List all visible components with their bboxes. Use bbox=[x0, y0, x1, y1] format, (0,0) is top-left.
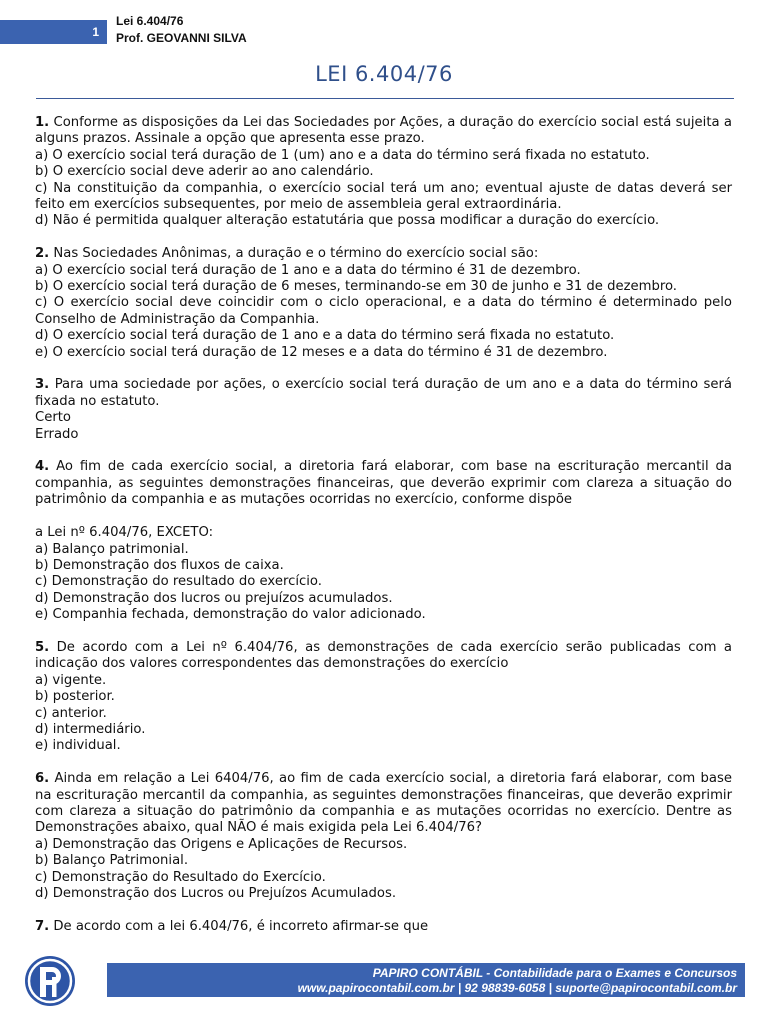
question-stem: Para uma sociedade por ações, o exercício social terá duração de um ano e a data do término será fixada no estatuto. bbox=[35, 377, 732, 409]
option-b: b) Demonstração dos fluxos de caixa. bbox=[35, 557, 284, 573]
option-a: a) O exercício social terá duração de 1 (um) ano e a data do término será fixada no estatuto. bbox=[35, 147, 650, 163]
question-stem: Ao fim de cada exercício social, a diretoria fará elaborar, com base na escrituração mercantil da companhia, as seguintes demonstrações financeiras, que deverão exprimir com clareza a situação do patrimônio da companhia e as mutações ocorridas no exercício, conforme dispõe bbox=[35, 459, 732, 508]
question-stem: Ainda em relação a Lei 6404/76, ao fim de cada exercício social, a diretoria fará elaborar, com base na escrituração mercantil da companhia, as seguintes demonstrações financeiras, que deverão exprimir com clareza a situação do patrimônio da companhia e as mutações ocorridas no exercício. Dentre as Demonstrações abaixo, qual NÃO é mais exigida pela Lei 6.404/76? bbox=[35, 771, 732, 836]
option-a: a) Balanço patrimonial. bbox=[35, 541, 189, 557]
running-header bbox=[116, 13, 247, 47]
question-stem: De acordo com a lei 6.404/76, é incorreto afirmar-se que bbox=[53, 918, 429, 934]
question-4 bbox=[35, 459, 732, 623]
option-d: d) Não é permitida qualquer alteração estatutária que possa modificar a duração do exercício. bbox=[35, 213, 660, 229]
question-7 bbox=[35, 919, 732, 935]
author-name: Prof. GEOVANNI SILVA bbox=[116, 31, 247, 45]
question-3 bbox=[35, 377, 732, 443]
option-d: d) O exercício social terá duração de 1 ano e a data do término será fixada no estatuto. bbox=[35, 328, 615, 344]
question-number: 3. bbox=[35, 377, 50, 393]
option-d: d) Demonstração dos Lucros ou Prejuízos Acumulados. bbox=[35, 886, 397, 901]
option-c: c) Demonstração do resultado do exercício. bbox=[35, 574, 322, 590]
question-stem: Conforme as disposições da Lei das Sociedades por Ações, a duração do exercício social está sujeita a alguns prazos. Assinale a opção que apresenta esse prazo. bbox=[35, 115, 732, 147]
spacer bbox=[35, 509, 732, 525]
question-2 bbox=[35, 246, 732, 361]
option-errado: Errado bbox=[35, 426, 79, 442]
footer-band bbox=[107, 963, 745, 997]
question-stem: De acordo com a Lei nº 6.404/76, as demonstrações de cada exercício serão publicadas com a indicação dos valores correspondentes das demonstrações do exercício bbox=[35, 639, 732, 672]
title-divider bbox=[36, 98, 734, 99]
option-b: b) posterior. bbox=[35, 689, 115, 705]
question-1 bbox=[35, 115, 732, 230]
question-stem-continued: a Lei nº 6.404/76, EXCETO: bbox=[35, 525, 214, 541]
question-number: 2. bbox=[35, 246, 50, 262]
page-title: LEI 6.404/76 bbox=[315, 62, 453, 86]
option-a: a) Demonstração das Origens e Aplicações de Recursos. bbox=[35, 836, 408, 852]
page-number-badge bbox=[0, 20, 107, 44]
option-b: b) O exercício social deve aderir ao ano calendário. bbox=[35, 164, 374, 180]
footer-contact-line: www.papirocontabil.com.br | 92 98839-6058 | suporte@papirocontabil.com.br bbox=[297, 981, 737, 995]
question-number: 4. bbox=[35, 459, 50, 475]
page-number: 1 bbox=[92, 25, 99, 39]
option-c: c) O exercício social deve coincidir com o ciclo operacional, e a data do término é determinado pelo Conselho de Administração da Companhia. bbox=[35, 295, 732, 327]
question-5 bbox=[35, 640, 732, 755]
question-stem: Nas Sociedades Anônimas, a duração e o término do exercício social são: bbox=[53, 246, 539, 262]
question-list bbox=[35, 115, 732, 952]
option-e: e) Companhia fechada, demonstração do valor adicionado. bbox=[35, 607, 426, 623]
question-number: 1. bbox=[35, 115, 50, 130]
footer-brand-line: PAPIRO CONTÁBIL - Contabilidade para o Exames e Concursos bbox=[372, 966, 737, 980]
option-c: c) Na constituição da companhia, o exercício social terá um ano; eventual ajuste de datas deverá ser feito em exercícios subsequentes, por meio de assembleia geral extraordinária. bbox=[35, 180, 732, 213]
option-b: b) O exercício social terá duração de 6 meses, terminando-se em 30 de junho e 31 de dezembro. bbox=[35, 279, 677, 295]
option-e: e) O exercício social terá duração de 12 meses e a data do término é 31 de dezembro. bbox=[35, 344, 608, 360]
option-b: b) Balanço Patrimonial. bbox=[35, 853, 189, 869]
option-d: d) Demonstração dos lucros ou prejuízos acumulados. bbox=[35, 590, 393, 606]
option-a: a) vigente. bbox=[35, 672, 107, 688]
option-certo: Certo bbox=[35, 410, 71, 426]
option-c: c) Demonstração do Resultado do Exercício. bbox=[35, 869, 326, 885]
question-6 bbox=[35, 771, 732, 902]
option-c: c) anterior. bbox=[35, 705, 107, 721]
question-number: 7. bbox=[35, 918, 50, 934]
doc-title: Lei 6.404/76 bbox=[116, 14, 184, 28]
papiro-logo-icon bbox=[24, 955, 76, 1007]
question-number: 6. bbox=[35, 771, 50, 787]
question-number: 5. bbox=[35, 639, 50, 655]
option-d: d) intermediário. bbox=[35, 721, 146, 737]
option-a: a) O exercício social terá duração de 1 ano e a data do término é 31 de dezembro. bbox=[35, 262, 581, 278]
option-e: e) individual. bbox=[35, 738, 121, 754]
